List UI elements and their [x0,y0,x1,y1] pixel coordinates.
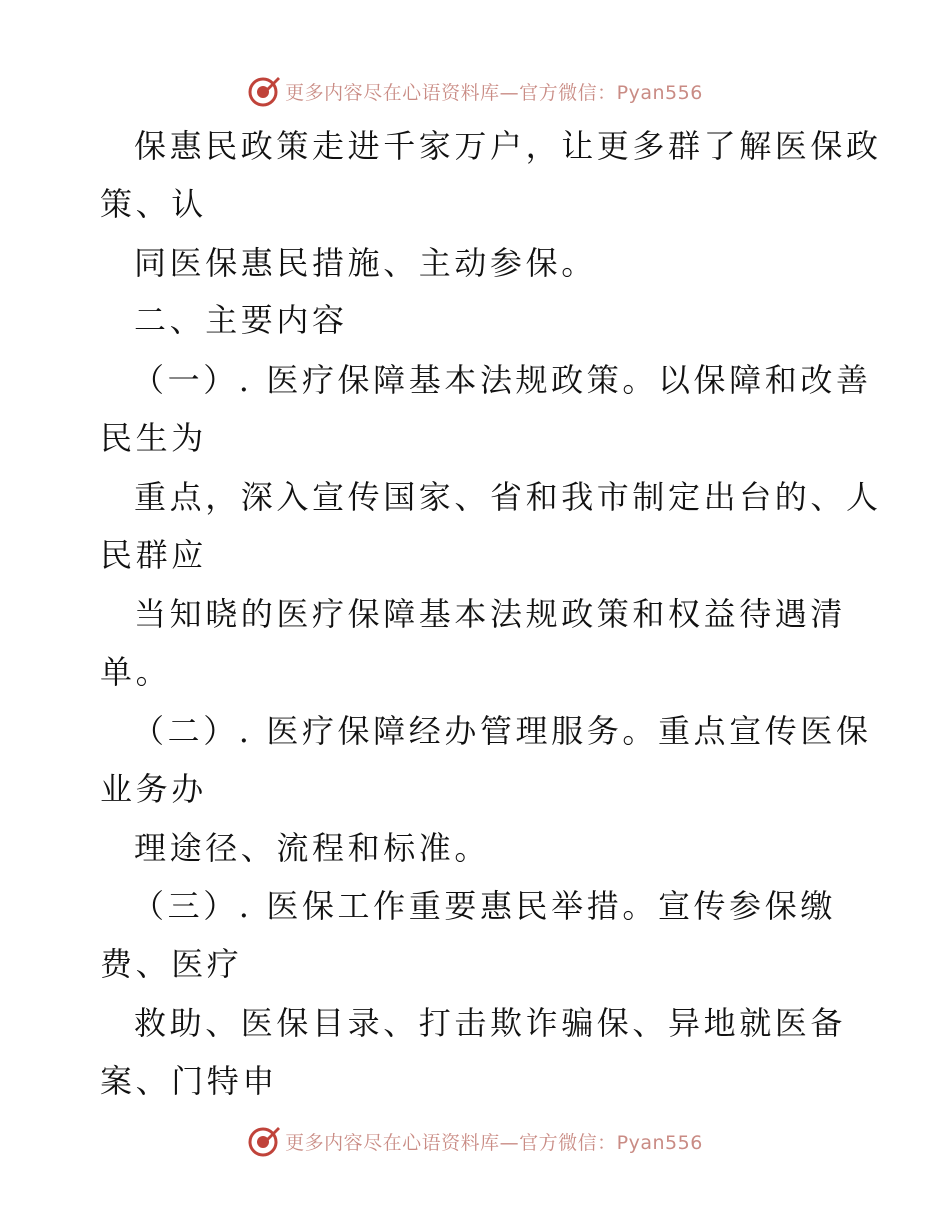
paragraph-line: 同医保惠民措施、主动参保。 [134,244,597,282]
pen-logo-icon [247,74,281,108]
paragraph-line: 重点，深入宣传国家、省和我市制定出台的、人 [134,478,882,516]
paragraph-line: 单。 [100,653,172,691]
paragraph-line: 业务办 [100,770,207,808]
paragraph-line: （一）. 医疗保障基本法规政策。以保障和改善 [132,361,872,399]
watermark-text: 更多内容尽在心语资料库—官方微信：Pyan556 [285,81,703,104]
paragraph-line: （二）. 医疗保障经办管理服务。重点宣传医保 [132,712,872,750]
paragraph-line: 民生为 [100,419,207,457]
paragraph-line: 案、门特申 [100,1062,279,1100]
paragraph-line: 策、认 [100,185,207,223]
pen-logo-icon [247,1124,281,1158]
header-watermark [0,71,950,111]
paragraph-line: （三）. 医保工作重要惠民举措。宣传参保缴 [132,887,836,925]
section-heading: 二、主要内容 [134,301,348,339]
paragraph-line: 理途径、流程和标准。 [134,829,491,867]
paragraph-line: 民群应 [100,536,207,574]
footer-watermark [0,1121,950,1161]
watermark-text: 更多内容尽在心语资料库—官方微信：Pyan556 [285,1131,703,1154]
paragraph-line: 当知晓的医疗保障基本法规政策和权益待遇清 [134,595,847,633]
paragraph-line: 费、医疗 [100,945,243,983]
paragraph-line: 保惠民政策走进千家万户，让更多群了解医保政 [134,127,882,165]
paragraph-line: 救助、医保目录、打击欺诈骗保、异地就医备 [134,1004,847,1042]
